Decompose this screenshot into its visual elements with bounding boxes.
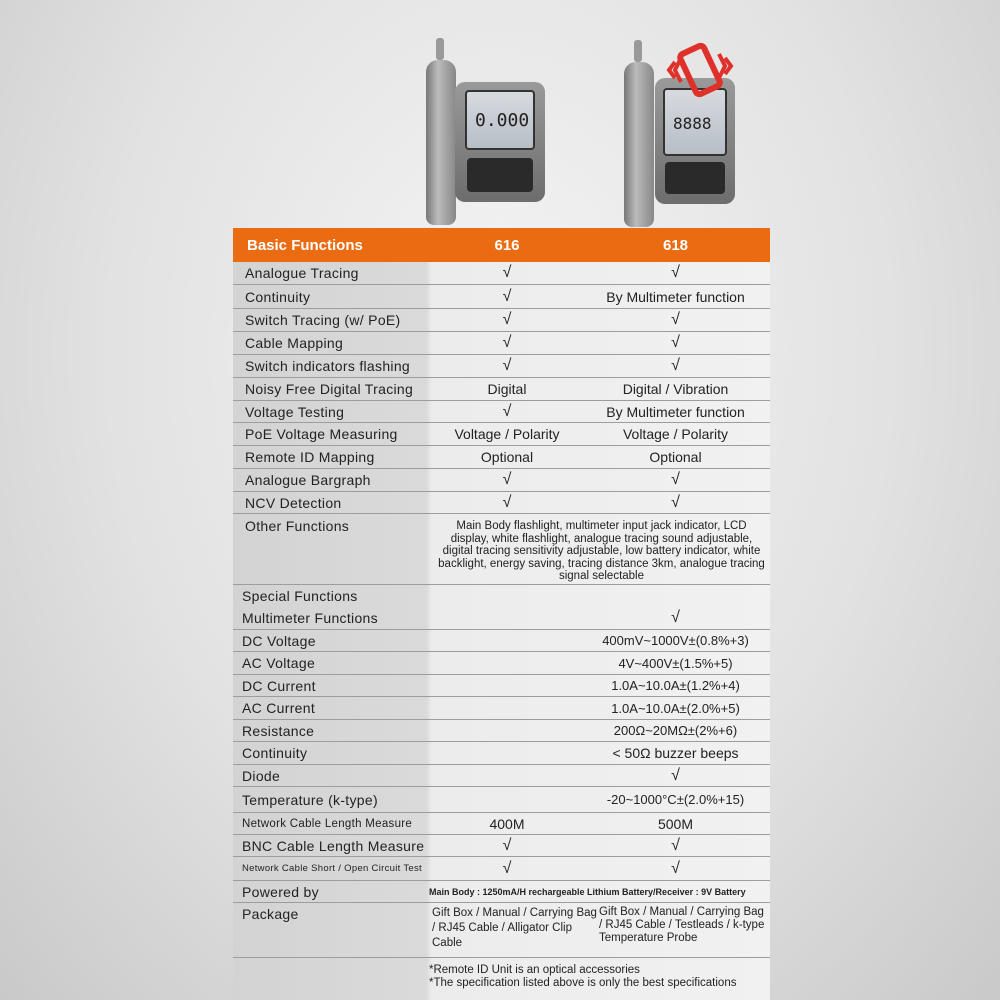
row-value-618: Voltage / Polarity: [622, 426, 729, 442]
row-value-618: √: [671, 471, 680, 488]
header-618: 618: [662, 236, 689, 254]
row-value-618: Digital / Vibration: [622, 381, 729, 397]
row-label: Package: [242, 906, 299, 922]
table-row: [233, 309, 770, 332]
row-value-616: √: [502, 836, 512, 854]
probe-tip-618: [634, 40, 642, 62]
table-row: [233, 630, 770, 652]
row-label: PoE Voltage Measuring: [245, 426, 398, 442]
row-label: Diode: [242, 767, 281, 784]
row-label: DC Voltage: [242, 632, 316, 649]
meter-616-screen: [465, 90, 535, 150]
table-row: [233, 285, 770, 309]
row-value-616: √: [502, 859, 512, 877]
table-body: [233, 262, 770, 1000]
row-value-616: √: [502, 264, 512, 281]
table-row: [233, 355, 770, 378]
row-value-616: √: [502, 402, 512, 420]
row-value-618: √: [671, 836, 680, 854]
probe-616: [426, 60, 456, 225]
row-label: Analogue Bargraph: [245, 472, 371, 488]
row-label: Switch Tracing (w/ PoE): [245, 312, 401, 328]
note-specification: *The specification listed above is only the best specifications: [429, 977, 737, 989]
powered-by-text: Main Body : 1250mA/H rechargeable Lithium Battery/Receiver : 9V Battery: [429, 886, 746, 897]
row-label: Resistance: [242, 722, 315, 739]
row-label: Other Functions: [245, 518, 350, 534]
row-value-618: By Multimeter function: [606, 403, 745, 420]
table-row: [233, 423, 770, 446]
package-618: Gift Box / Manual / Carrying Bag / RJ45 Cable / Testleads / k-type Temperature Probe: [599, 906, 765, 944]
table-row: [233, 857, 770, 881]
probe-618: [624, 62, 654, 227]
table-row: [233, 652, 770, 675]
row-label: NCV Detection: [245, 494, 342, 511]
row-label: Remote ID Mapping: [245, 449, 375, 465]
special-functions-heading: [233, 585, 770, 607]
row-label: Noisy Free Digital Tracing: [245, 381, 414, 397]
row-value-618: √: [671, 859, 680, 877]
row-value-618: 200Ω~20MΩ±(2%+6): [613, 723, 738, 738]
table-row: [233, 720, 770, 742]
table-row: [233, 697, 770, 720]
row-label: AC Current: [242, 700, 316, 716]
row-value-616: √: [502, 471, 512, 488]
table-row: [233, 813, 770, 835]
row-value-618: √: [671, 609, 680, 626]
row-value-618: 1.0A~10.0A±(2.0%+5): [611, 700, 740, 716]
probe-tip-616: [436, 38, 444, 60]
row-label: Analogue Tracing: [245, 265, 359, 281]
table-row: [233, 378, 770, 401]
table-notes: [233, 958, 770, 1000]
table-row: [233, 607, 770, 630]
row-label: Voltage Testing: [245, 403, 345, 420]
row-value-618: Optional: [649, 449, 702, 465]
table-row: [233, 675, 770, 697]
table-header: [233, 228, 770, 262]
row-value-616: √: [502, 287, 512, 305]
header-616: 616: [494, 236, 520, 254]
meter-618-digits: 8888: [673, 114, 712, 133]
row-label: Powered by: [242, 883, 319, 900]
table-row: [233, 787, 770, 813]
row-value-618: 400mV~1000V±(0.8%+3): [602, 633, 749, 648]
meter-616-digits: 0.000: [475, 110, 530, 131]
row-value-616: √: [502, 334, 512, 351]
row-value-618: √: [671, 264, 680, 281]
row-value-618: 500M: [657, 815, 694, 832]
row-label: AC Voltage: [242, 655, 316, 671]
row-value-616: Optional: [480, 449, 534, 465]
meter-616-keypad: [467, 158, 533, 192]
row-label: Special Functions: [242, 588, 358, 604]
row-value-618: √: [671, 311, 680, 328]
row-label: Multimeter Functions: [242, 610, 378, 626]
meter-618-keypad: [665, 162, 725, 194]
row-label: Continuity: [242, 745, 308, 761]
table-row-powered-by: [233, 881, 770, 903]
row-label: Continuity: [245, 288, 311, 305]
table-row: [233, 262, 770, 285]
row-value-618: √: [671, 766, 680, 784]
table-row: [233, 469, 770, 492]
table-row: [233, 742, 770, 765]
vibration-icon: [665, 40, 735, 100]
row-label: BNC Cable Length Measure: [242, 837, 425, 854]
row-value-616: 400M: [489, 815, 525, 832]
row-label: Cable Mapping: [245, 335, 344, 351]
row-value-618: √: [671, 493, 680, 511]
row-value-618: -20~1000°C±(2.0%+15): [606, 792, 745, 807]
table-row: [233, 332, 770, 355]
row-label: Network Cable Short / Open Circuit Test: [242, 863, 422, 874]
row-value-618: By Multimeter function: [606, 288, 745, 305]
row-label: Temperature (k-type): [242, 791, 378, 808]
row-value-618: √: [671, 357, 680, 374]
row-value-616: Voltage / Polarity: [454, 426, 560, 442]
row-value-616: √: [502, 357, 512, 374]
other-functions-text: Main Body flashlight, multimeter input jack indicator, LCD display, white flashlight, analogue tracing sound adjustable, digital tracing sensitivity adjustable, low battery indicator, white backlight, energy saving, tracing distance 3km, analogue tracing signal selectable: [438, 520, 765, 582]
note-remote-id: *Remote ID Unit is an optical accessories: [429, 964, 640, 976]
row-value-618: < 50Ω buzzer beeps: [612, 745, 739, 761]
row-value-618: 1.0A~10.0A±(1.2%+4): [611, 678, 740, 693]
table-row-other-functions: [233, 514, 770, 585]
row-value-616: Digital: [487, 381, 527, 397]
row-label: Network Cable Length Measure: [242, 817, 413, 830]
row-value-618: 4V~400V±(1.5%+5): [618, 655, 733, 671]
package-616: Gift Box / Manual / Carrying Bag / RJ45 Cable / Alligator Clip Cable: [432, 907, 597, 949]
row-label: DC Current: [242, 677, 316, 694]
product-images: [230, 30, 770, 230]
row-value-616: √: [502, 311, 512, 328]
row-label: Switch indicators flashing: [245, 358, 410, 374]
row-value-616: √: [502, 493, 512, 511]
table-row-package: [233, 903, 770, 958]
comparison-table: [233, 228, 770, 1000]
table-row: [233, 446, 770, 469]
table-row: [233, 835, 770, 857]
row-value-618: √: [671, 334, 680, 351]
table-row: [233, 401, 770, 423]
meter-616: [455, 82, 545, 202]
header-basic-functions: Basic Functions: [247, 236, 363, 254]
table-row: [233, 492, 770, 514]
table-row: [233, 765, 770, 787]
